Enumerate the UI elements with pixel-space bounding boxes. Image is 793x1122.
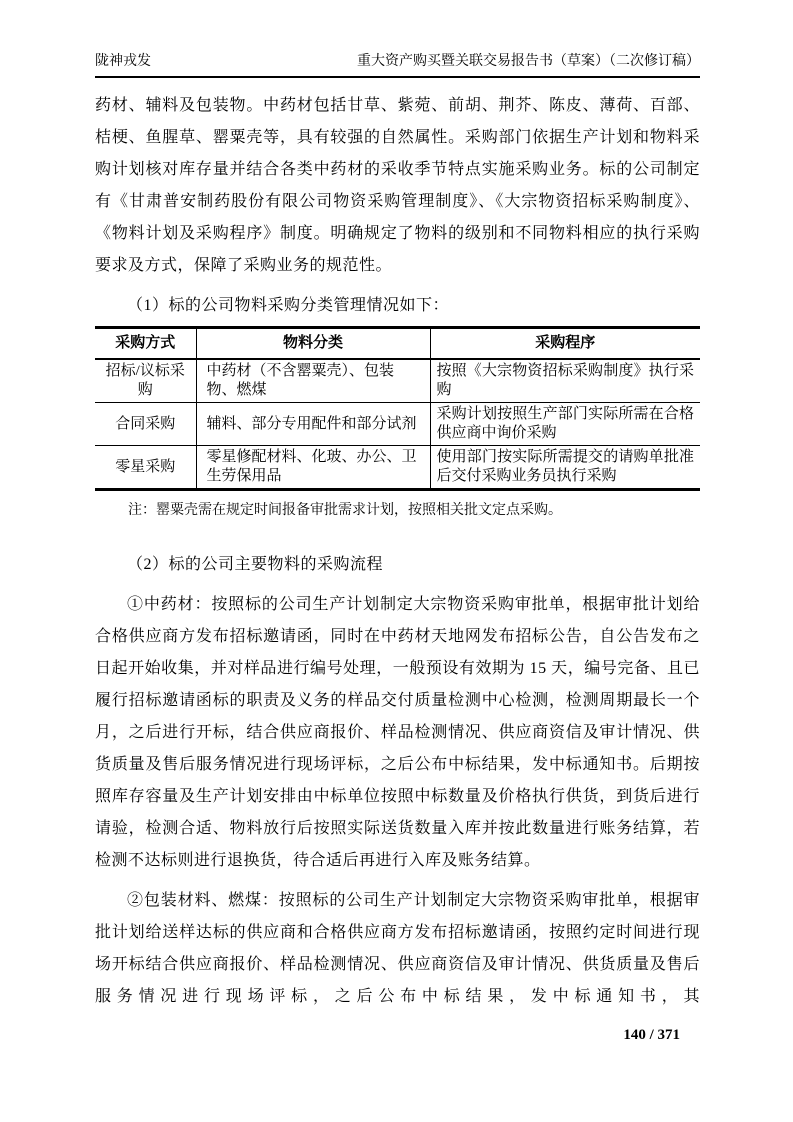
page-header [95, 52, 700, 78]
table-cell: 按照《大宗物资招标采购制度》执行采购 [430, 359, 700, 403]
table-cell: 采购计划按照生产部门实际所需在合格供应商中询价采购 [430, 403, 700, 446]
table-cell: 中药材（不含罂粟壳）、包装物、燃煤 [196, 359, 430, 403]
procurement-classification-table [95, 326, 700, 491]
col-header-method: 采购方式 [95, 328, 196, 360]
table-cell: 招标/议标采购 [95, 359, 196, 403]
header-report-title: 重大资产购买暨关联交易报告书（草案）（二次修订稿） [357, 54, 700, 69]
page-number: 140 / 371 [623, 1027, 680, 1043]
page-body [95, 90, 700, 1013]
table-cell: 零星修配材料、化玻、办公、卫生劳保用品 [196, 446, 430, 490]
heading-item-1: （1）标的公司物料采购分类管理情况如下： [127, 297, 450, 314]
table-row [95, 446, 700, 490]
paragraph-packaging-fuel: ②包装材料、燃煤：按照标的公司生产计划制定大宗物资采购审批单，根据审批计划给送样达标的供应商和合格供应商方发布招标邀请函，按照约定时间进行现场开标结合供应商报价、样品检测情况、供应商资信及审计情况、供货质量及售后服务情况进行现场评标，之后公布中标结果，发中标通知书，其 [95, 892, 700, 1005]
table-cell: 使用部门按实际所需提交的请购单批准后交付采购业务员执行采购 [430, 446, 700, 490]
table-header-row [95, 328, 700, 360]
table-cell: 零星采购 [115, 458, 176, 475]
table-row [95, 403, 700, 446]
paragraph-materials-intro: 药材、辅料及包装物。中药材包括甘草、紫菀、前胡、荆芥、陈皮、薄荷、百部、桔梗、鱼腥草、罂粟壳等，具有较强的自然属性。采购部门依据生产计划和物料采购计划核对库存量并结合各类中药材的采收季节特点实施采购业务。标的公司制定有《甘肃普安制药股份有限公司物资采购管理制度》、《大宗物资招标采购制度》、《物料计划及采购程序》制度。明确规定了物料的级别和不同物料相应的执行采购要求及方式，保障了采购业务的规范性。 [95, 97, 700, 274]
table-row [95, 359, 700, 403]
table-cell: 辅料、部分专用配件和部分试剂 [196, 403, 430, 446]
heading-item-2: （2）标的公司主要物料的采购流程 [127, 556, 384, 573]
header-company-name: 陇神戎发 [95, 54, 151, 69]
col-header-procedure: 采购程序 [430, 328, 700, 360]
table-note: 注：罂粟壳需在规定时间报备审批需求计划，按照相关批文定点采购。 [128, 503, 562, 518]
col-header-category: 物料分类 [196, 328, 430, 360]
page-footer [623, 1026, 680, 1044]
paragraph-herbal-procurement: ①中药材：按照标的公司生产计划制定大宗物资采购审批单，根据审批计划给合格供应商方发布招标邀请函，同时在中药材天地网发布招标公告，自公告发布之日起开始收集，并对样品进行编号处理，一般预设有效期为 15 天，编号完备、且已履行招标邀请函标的职责及义务的样品交付质量检测中心检测，检测周期最长一个月，之后进行开标，结合供应商报价、样品检测情况、供应商资信及审计情况、供货质量及售后服务情况进行现场评标，之后公布中标结果，发中标通知书。后期按照库存容量及生产计划安排由中标单位按照中标数量及价格执行供货，到货后进行请验，检测合适、物料放行后按照实际送货数量入库并按此数量进行账务结算，若检测不达标则进行退换货，待合适后再进行入库及账务结算。 [95, 596, 700, 869]
table-cell: 合同采购 [95, 403, 196, 446]
